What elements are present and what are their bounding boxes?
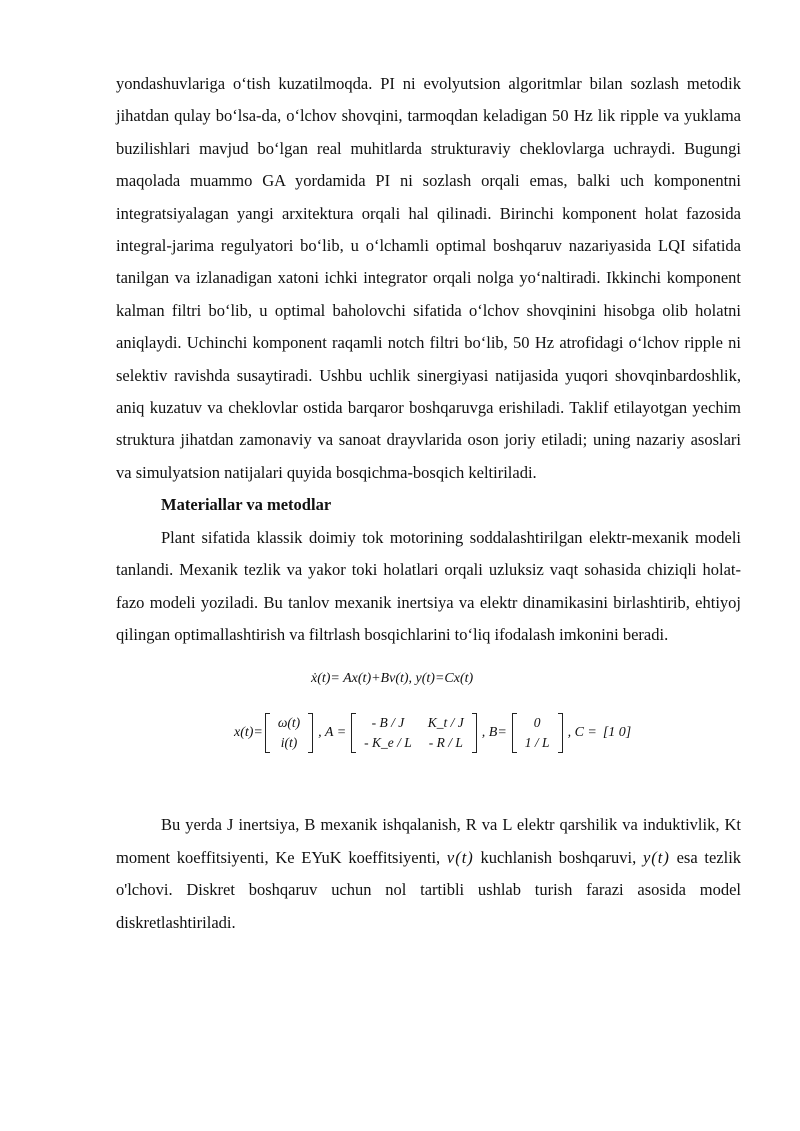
variables-text-a: Bu yerda J inertsiya, B mexanik ishqalanish, R va L elektr qarshilik va induktivlik, Kt moment koeffitsiyenti, Ke EYuK koeffitsiyenti, <box>116 815 741 867</box>
a-label: , A = <box>318 725 347 741</box>
a-matrix-entry: - K_e / L <box>364 735 412 751</box>
output-symbol: y(t) <box>642 847 670 867</box>
a-matrix-entry: - R / L <box>428 735 463 751</box>
section-heading: Materiallar va metodlar <box>161 495 332 515</box>
paragraph-intro: yondashuvlariga o‘tish kuzatilmoqda. PI ni evolyutsion algoritmlar bilan sozlash metodik jihatdan qulay bo‘lsa-da, o‘lchov shovqini, tarmoqdan keladigan 50 Hz lik ripple va yuklama buzilishlari mavjud bo‘lgan real muhitlarda strukturaviy cheklovlarga uchraydi. Bugungi maqolada muammo GA yordamida PI ni sozlash orqali emas, balki uch komponentni integratsiyalagan yangi arxitektura orqali hal qilinadi. Birinchi komponent holat fazosida integral-jarima regulyatori bo‘lib, u o‘lchamli optimal boshqaruv nazariyasida LQI sifatida tanilgan va izlanadigan xatoni ichki integrator orqali nolga yo‘naltiradi. Ikkinchi komponent kalman filtri bo‘lib, u optimal baholovchi sifatida o‘lchov shovqinini hisobga olib holatni aniqlaydi. Uchinchi komponent raqamli notch filtri bo‘lib, 50 Hz atrofidagi o‘lchov ripple ni selektiv ravishda susaytiradi. Ushbu uchlik sinergiyasi natijasida yuqori shovqinbardoshlik, aniq kuzatuv va cheklovlar ostida barqaror boshqaruvga erishiladi. Taklif etilayotgan yechim struktura jihatdan zamonaviy va sanoat drayvlarida oson joriy etiladi; uning nazariy asoslari va simulyatsion natijalari quyida bosqichma-bosqich keltiriladi. <box>116 74 741 482</box>
b-vector-entry: 0 <box>533 715 541 731</box>
paper-page <box>116 68 741 939</box>
matrix-definitions <box>234 713 634 753</box>
b-vector-entry: 1 / L <box>524 735 550 751</box>
c-matrix: [1 0] <box>602 725 632 741</box>
b-label: , B= <box>481 725 507 741</box>
paragraph-variables <box>116 809 741 939</box>
x-vector <box>265 713 313 753</box>
paragraph-model: Plant sifatida klassik doimiy tok motorining soddalashtirilgan elektr-mexanik modeli tanlandi. Mexanik tezlik va yakor toki holatlari orqali uzluksiz vaqt sohasida chiziqli holat-fazo modeli yoziladi. Bu tanlov mexanik inertsiya va elektr dinamikasini birlashtirib, ehtiyoj qilingan optimallashtirish va filtrlash bosqichlarini to‘liq ifodalash imkonini beradi. <box>116 527 741 644</box>
a-matrix-entry: - B / J <box>371 715 405 731</box>
a-matrix-entry: K_t / J <box>427 715 464 731</box>
a-matrix <box>351 713 477 753</box>
x-label: x(t)= <box>234 725 263 741</box>
b-vector <box>512 713 563 753</box>
state-equation: ẋ(t)= Ax(t)+Bv(t), y(t)=Cx(t) <box>311 671 474 687</box>
x-vector-entry: ω(t) <box>277 715 301 731</box>
variables-text-b: kuchlanish boshqaruvi, <box>480 847 637 867</box>
voltage-symbol: v(t) <box>446 847 474 867</box>
variables-text-c: esa tezlik o'lchovi. Diskret boshqaruv uchun nol tartibli ushlab turish farazi asosida model diskretlashtiriladi. <box>116 847 742 932</box>
x-vector-entry: i(t) <box>280 735 298 751</box>
c-label: , C = <box>567 725 597 741</box>
state-space-equations <box>116 663 741 799</box>
